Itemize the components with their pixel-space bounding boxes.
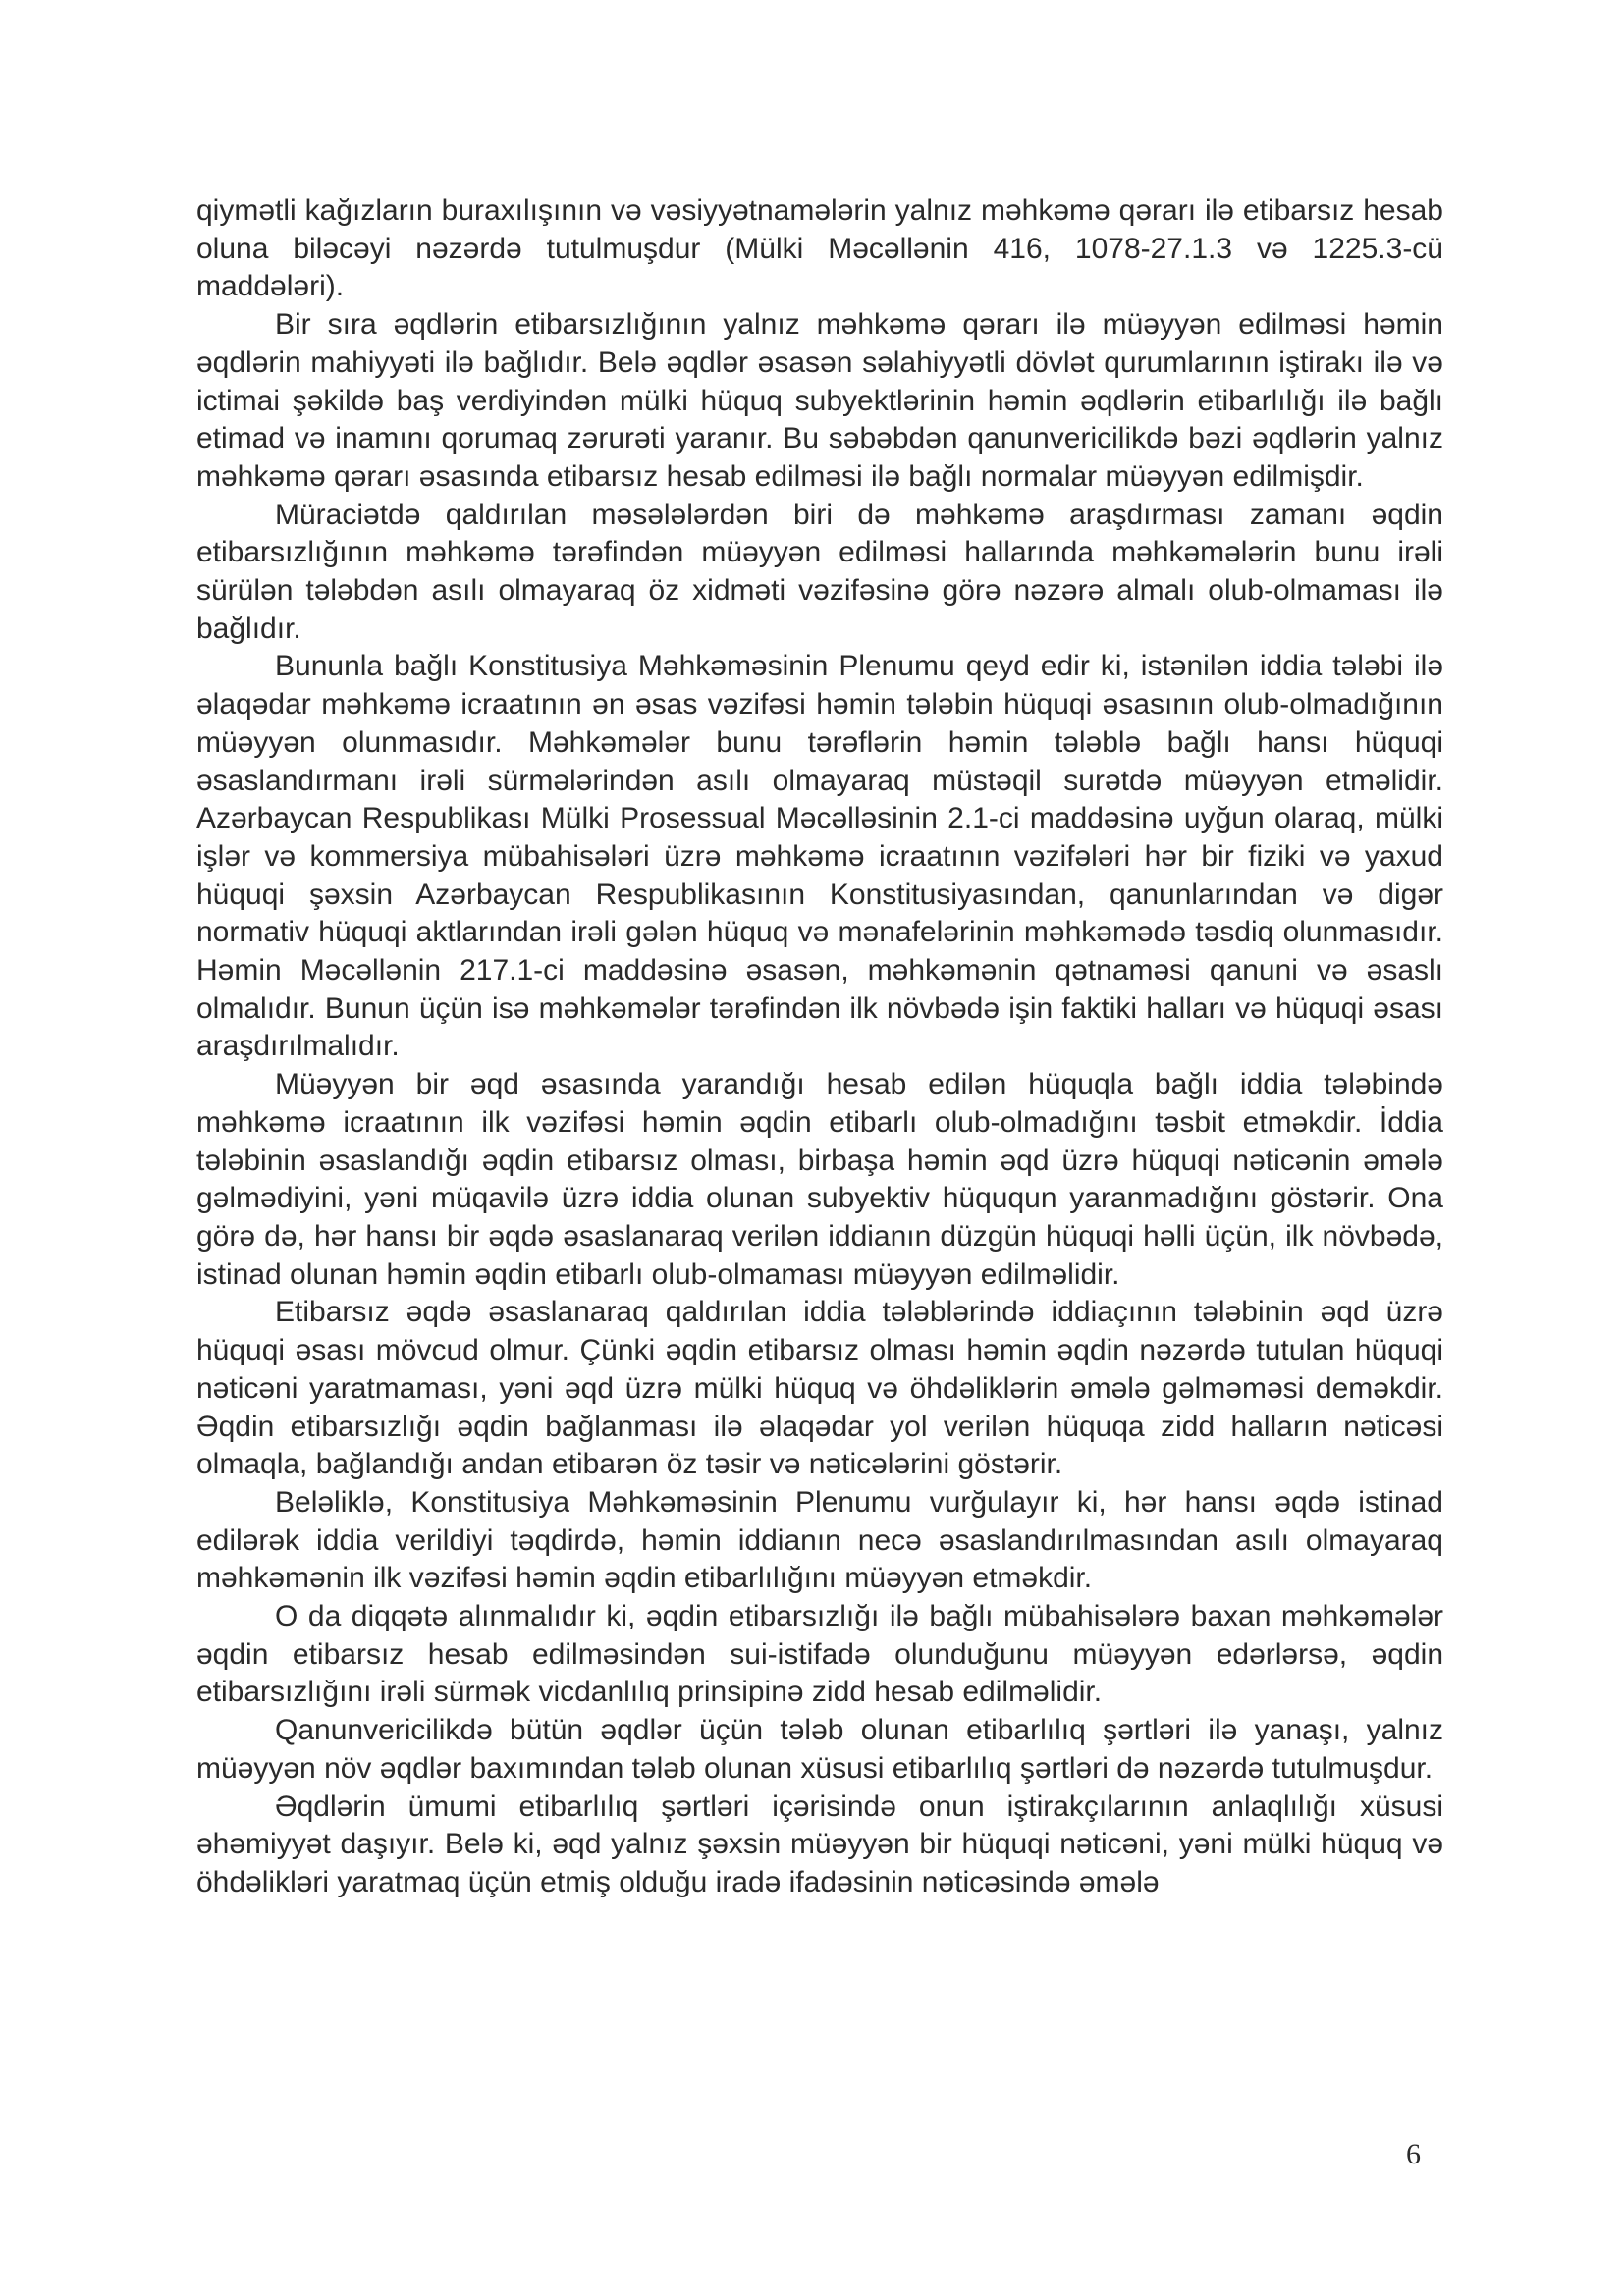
document-body: [196, 192, 1443, 1902]
page-number: 6: [1406, 2138, 1421, 2170]
paragraph: Müraciətdə qaldırılan məsələlərdən biri də məhkəmə araşdırması zamanı əqdin etibarsızlığının məhkəmə tərəfindən müəyyən edilməsi hallarında məhkəmələrin bunu irəli sürülən tələbdən asılı olmayaraq öz xidməti vəzifəsinə görə nəzərə almalı olub-olmaması ilə bağlıdır.: [196, 498, 1443, 645]
paragraph: O da diqqətə alınmalıdır ki, əqdin etibarsızlığı ilə bağlı mübahisələrə baxan məhkəmələr əqdin etibarsız hesab edilməsindən sui-istifadə olunduğunu müəyyən edərlərsə, əqdin etibarsızlığını irəli sürmək vicdanlılıq prinsipinə zidd hesab edilməlidir.: [196, 1600, 1443, 1709]
paragraph: Bir sıra əqdlərin etibarsızlığının yalnız məhkəmə qərarı ilə müəyyən edilməsi həmin əqdlərin mahiyyəti ilə bağlıdır. Belə əqdlər əsasən səlahiyyətli dövlət qurumlarının iştirakı ilə və ictimai şəkildə baş verdiyindən mülki hüquq subyektlərinin həmin əqdlərin etibarlılığı ilə bağlı etimad və inamını qorumaq zərurəti yaranır. Bu səbəbdən qanunvericilikdə bəzi əqdlərin yalnız məhkəmə qərarı əsasında etibarsız hesab edilməsi ilə bağlı normalar müəyyən edilmişdir.: [196, 308, 1443, 493]
paragraph: Qanunvericilikdə bütün əqdlər üçün tələb olunan etibarlılıq şərtləri ilə yanaşı, yalnız müəyyən növ əqdlər baxımından tələb olunan xüsusi etibarlılıq şərtləri də nəzərdə tutulmuşdur.: [196, 1714, 1443, 1785]
paragraph: Müəyyən bir əqd əsasında yarandığı hesab edilən hüquqla bağlı iddia tələbində məhkəmə icraatının ilk vəzifəsi həmin əqdin etibarlı olub-olmadığını təsbit etməkdir. İddia tələbinin əsaslandığı əqdin etibarsız olması, birbaşa həmin əqd üzrə hüquqi nəticənin əmələ gəlmədiyini, yəni müqavilə üzrə iddia olunan subyektiv hüququn yaranmadığını göstərir. Ona görə də, hər hansı bir əqdə əsaslanaraq verilən iddianın düzgün hüquqi həlli üçün, ilk növbədə, istinad olunan həmin əqdin etibarlı olub-olmaması müəyyən edilməlidir.: [196, 1068, 1443, 1291]
paragraph: Bununla bağlı Konstitusiya Məhkəməsinin Plenumu qeyd edir ki, istənilən iddia tələbi ilə əlaqədar məhkəmə icraatının ən əsas vəzifəsi həmin tələbin hüquqi əsasının olub-olmadığının müəyyən olunmasıdır. Məhkəmələr bunu tərəflərin həmin tələblə bağlı hansı hüquqi əsaslandırmanı irəli sürmələrindən asılı olmayaraq müstəqil surətdə müəyyən etməlidir. Azərbaycan Respublikası Mülki Prosessual Məcəlləsinin 2.1-ci maddəsinə uyğun olaraq, mülki işlər və kommersiya mübahisələri üzrə məhkəmə icraatının vəzifələri hər bir fiziki və yaxud hüquqi şəxsin Azərbaycan Respublikasının Konstitusiyasından, qanunlarından və digər normativ hüquqi aktlarından irəli gələn hüquq və mənafelərinin məhkəmədə təsdiq olunmasıdır. Həmin Məcəllənin 217.1-ci maddəsinə əsasən, məhkəmənin qətnaməsi qanuni və əsaslı olmalıdır. Bunun üçün isə məhkəmələr tərəfindən ilk növbədə işin faktiki halları və hüquqi əsası araşdırılmalıdır.: [196, 650, 1443, 1063]
paragraph: Beləliklə, Konstitusiya Məhkəməsinin Plenumu vurğulayır ki, hər hansı əqdə istinad edilərək iddia verildiyi təqdirdə, həmin iddianın necə əsaslandırılmasından asılı olmayaraq məhkəmənin ilk vəzifəsi həmin əqdin etibarlılığını müəyyən etməkdir.: [196, 1485, 1443, 1595]
paragraph: Əqdlərin ümumi etibarlılıq şərtləri içərisində onun iştirakçılarının anlaqlılığı xüsusi əhəmiyyət daşıyır. Belə ki, əqd yalnız şəxsin müəyyən bir hüquqi nəticəni, yəni mülki hüquq və öhdəlikləri yaratmaq üçün etmiş olduğu iradə ifadəsinin nəticəsində əmələ: [196, 1789, 1443, 1898]
paragraph: Etibarsız əqdə əsaslanaraq qaldırılan iddia tələblərində iddiaçının tələbinin əqd üzrə hüquqi əsası mövcud olmur. Çünki əqdin etibarsız olması həmin əqdin nəzərdə tutulan hüquqi nəticəni yaratmaması, yəni əqd üzrə mülki hüquq və öhdəliklərin əmələ gəlməməsi deməkdir. Əqdin etibarsızlığı əqdin bağlanması ilə əlaqədar yol verilən hüquqa zidd halların nəticəsi olmaqla, bağlandığı andan etibarən öz təsir və nəticələrini göstərir.: [196, 1296, 1443, 1481]
paragraph-continuation: qiymətli kağızların buraxılışının və vəsiyyətnamələrin yalnız məhkəmə qərarı ilə etibarsız hesab oluna biləcəyi nəzərdə tutulmuşdur (Mülki Məcəllənin 416, 1078-27.1.3 və 1225.3-cü maddələri).: [196, 194, 1443, 303]
